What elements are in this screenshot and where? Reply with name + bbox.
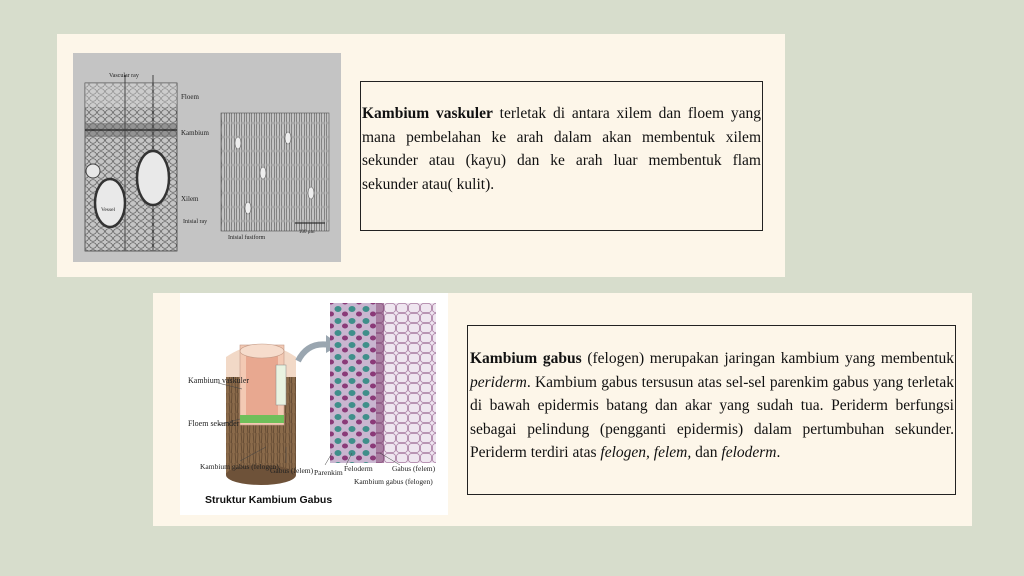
vascular-cambium-description: terletak di antara xilem dan floem yang mana pembelahan ke arah dalam akan membentuk xilem sekunder atau (kayu) dan ke arah luar membentuk flam sekunder atau( kulit). [362, 105, 761, 193]
label-inisial-ray: Inisial ray [183, 219, 208, 225]
cork-cambium-text-part-4: . [776, 444, 781, 461]
label-xilem: Xilem [181, 195, 199, 203]
vascular-cambium-textbox [360, 81, 763, 231]
cork-cambium-text-part-3: dan [691, 444, 722, 461]
label-inisial-fusiform: Inisial fusiform [228, 235, 266, 241]
cork-cambium-text-part-2: . Kambium gabus tersusun atas sel-sel parenkim gabus yang terletak di bawah epidermis batang dan akar yang sudah tua. Periderm berfungsi sebagai pelindung (pengganti epidermis) dalam pertumbuhan sekunder. Periderm terdiri atas [470, 373, 954, 461]
label-floem-sekunder: Floem sekunder [188, 419, 240, 428]
cork-cambium-textbox [467, 325, 956, 495]
vascular-cambium-drawing [73, 53, 341, 262]
label-floem: Floem [181, 93, 199, 101]
label-scale-bar: 100 µm [299, 230, 315, 235]
label-parenkim: Parenkim [314, 468, 343, 477]
label-gabus-felem: Gabus (felem) [270, 466, 314, 475]
label-vascular-ray: Vascular ray [109, 73, 139, 79]
term-kambium-gabus: Kambium gabus [470, 350, 582, 367]
label-kambium-gabus-felogen-2: Kambium gabus (felogen) [354, 477, 433, 486]
label-kambium-gabus-felogen: Kambium gabus (felogen) [200, 462, 279, 471]
figure-caption: Struktur Kambium Gabus [205, 494, 333, 506]
label-gabus-felem-2: Gabus (felem) [392, 464, 436, 473]
label-kambium-vaskuler: Kambium vaskuler [188, 376, 250, 385]
vascular-cambium-figure [73, 53, 341, 262]
term-periderm: periderm [470, 373, 527, 391]
term-kambium-vaskuler: Kambium vaskuler [362, 105, 493, 122]
term-felogen-felem: felogen, felem, [600, 444, 692, 461]
term-feloderm: feloderm [721, 444, 777, 461]
label-kambium: Kambium [181, 129, 209, 137]
label-feloderm: Feloderm [344, 464, 373, 473]
label-vessel: Vessel [101, 207, 116, 213]
cork-cambium-illustration [180, 293, 448, 515]
cork-cambium-text-part-1: (felogen) merupakan jaringan kambium yang membentuk [581, 350, 954, 367]
cork-cambium-figure [180, 293, 448, 515]
